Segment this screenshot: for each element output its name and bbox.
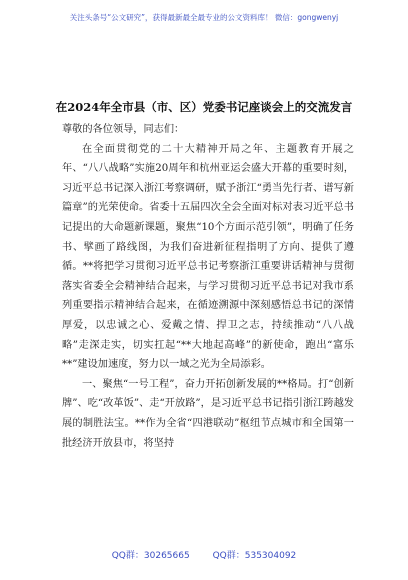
paragraph: 一、聚焦“一号工程”，奋力开拓创新发展的**格局。打“创新牌”、吃“改革饭”、走“开放路”，是习近平总书记指引浙江跨越发展的制胜法宝。**作为全省“四港联动”枢纽节点城市和全国第一批经济开放县市，将坚持 bbox=[62, 378, 354, 449]
document-body bbox=[62, 120, 354, 453]
salutation: 尊敬的各位领导，同志们： bbox=[62, 124, 185, 135]
header-notice: 关注头条号“公文研究”，获得最新最全最专业的公文资料库！ 微信：gongwenyj bbox=[69, 13, 339, 22]
paragraph: 在全面贯彻党的二十大精神开局之年、主题教育开展之年、“八八战略”实施20周年和杭州亚运会盛大开幕的重要时刻，习近平总书记深入浙江考察调研，赋予浙江“勇当先行者、谱写新篇章”的光荣使命。省委十五届四次全会全面对标对表习近平总书记提出的大命题新课题，聚焦“10个方面示范引领”，明确了任务书、擘画了路线图，为我们奋进新征程指明了方向、提供了遵循。**将把学习贯彻习近平总书记考察浙江重要讲话精神与贯彻落实省委全会精神结合起来，与学习贯彻习近平总书记对我市系列重要指示精神结合起来，在循迹溯源中深刻感悟总书记的深情厚爱，以忠诚之心、爱戴之情、捍卫之志，持续推动“八八战略”走深走实，切实扛起“**大地起高峰”的新使命，跑出“富乐**”建设加速度，努力以一域之光为全局添彩。 bbox=[62, 143, 354, 371]
footer-qq-group-2: QQ群：535304092 bbox=[212, 551, 297, 561]
document-title: 在2024年全市县（市、区）党委书记座谈会上的交流发言 bbox=[55, 100, 353, 114]
footer-contacts bbox=[0, 548, 408, 561]
footer-qq-group-1: QQ群：30265665 bbox=[111, 551, 190, 561]
